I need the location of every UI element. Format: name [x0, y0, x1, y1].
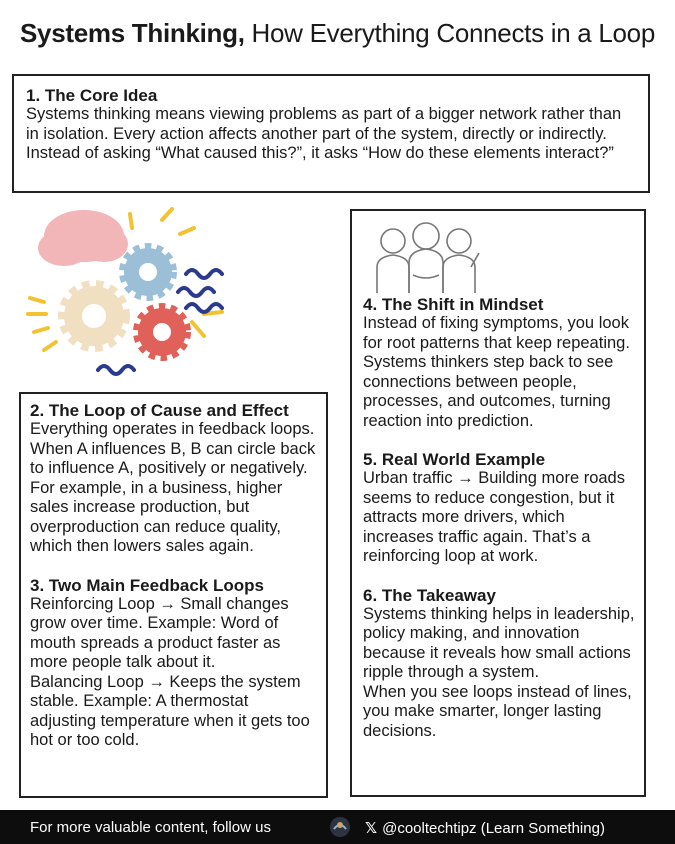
title-rest: How Everything Connects in a Loop	[244, 18, 655, 48]
social-handle[interactable]	[365, 819, 605, 837]
page-title	[0, 18, 675, 49]
cream-gear-icon	[64, 286, 124, 346]
takeaway-body-2: When you see loops instead of lines, you make smarter, longer lasting decisions.	[363, 682, 632, 740]
shift-mindset-heading: 4. The Shift in Mindset	[363, 295, 544, 314]
gears-illustration	[14, 204, 246, 384]
loop-cause-effect-body-2: When A influences B, B can circle back to influence A, positively or negatively. For example, in a business, higher sales increase production, but overproduction can reduce quality, which then lowers sales again.	[30, 439, 316, 555]
real-world-heading: 5. Real World Example	[363, 450, 546, 469]
takeaway-heading: 6. The Takeaway	[363, 585, 496, 605]
x-logo-icon: 𝕏	[365, 820, 378, 837]
three-people-icon	[371, 219, 491, 303]
core-idea-body: Systems thinking means viewing problems as part of a bigger network rather than in isolation. Every action affects another part of the system, directly or indirectly. Instead of asking “What caused this?”, it asks “How do these elements interact?”	[26, 105, 622, 162]
people-illustration	[363, 211, 636, 295]
avatar-icon	[328, 816, 352, 838]
two-feedback-loops-heading: 3. Two Main Feedback Loops	[30, 575, 264, 595]
red-gear-icon	[138, 308, 186, 356]
loop-cause-effect-heading: 2. The Loop of Cause and Effect	[30, 401, 289, 420]
shift-mindset-body: Instead of fixing symptoms, you look for root patterns that keep repeating. Systems thinkers step back to see connections between people, processes, and outcomes, turning reaction into prediction.	[363, 314, 630, 430]
blue-gear-icon	[124, 248, 172, 296]
handle-text: @cooltechtipz (Learn Something)	[382, 820, 605, 837]
real-world-body: Urban traffic → Building more roads seems to reduce congestion, but it attracts more drivers, which increases traffic again. That’s a reinforcing loop at work.	[363, 469, 625, 565]
footer-cta: For more valuable content, follow us	[30, 819, 271, 836]
reinforcing-loop-text: Reinforcing Loop → Small changes grow over time. Example: Word of mouth spreads a product faster as more people talk about it.	[30, 594, 289, 671]
loop-cause-effect-body-1: Everything operates in feedback loops.	[30, 420, 315, 438]
mindset-card	[350, 209, 646, 797]
core-idea-heading: 1. The Core Idea	[26, 86, 158, 105]
takeaway-body-1: Systems thinking helps in leadership, policy making, and innovation because it reveals how small actions ripple through a system.	[363, 604, 635, 681]
core-idea-card	[12, 74, 650, 193]
feedback-loops-card	[19, 392, 328, 798]
balancing-loop-text: Balancing Loop → Keeps the system stable. Example: A thermostat adjusting temperature when it gets too hot or too cold.	[30, 672, 310, 749]
title-bold: Systems Thinking,	[20, 18, 245, 48]
footer-bar	[0, 810, 675, 844]
